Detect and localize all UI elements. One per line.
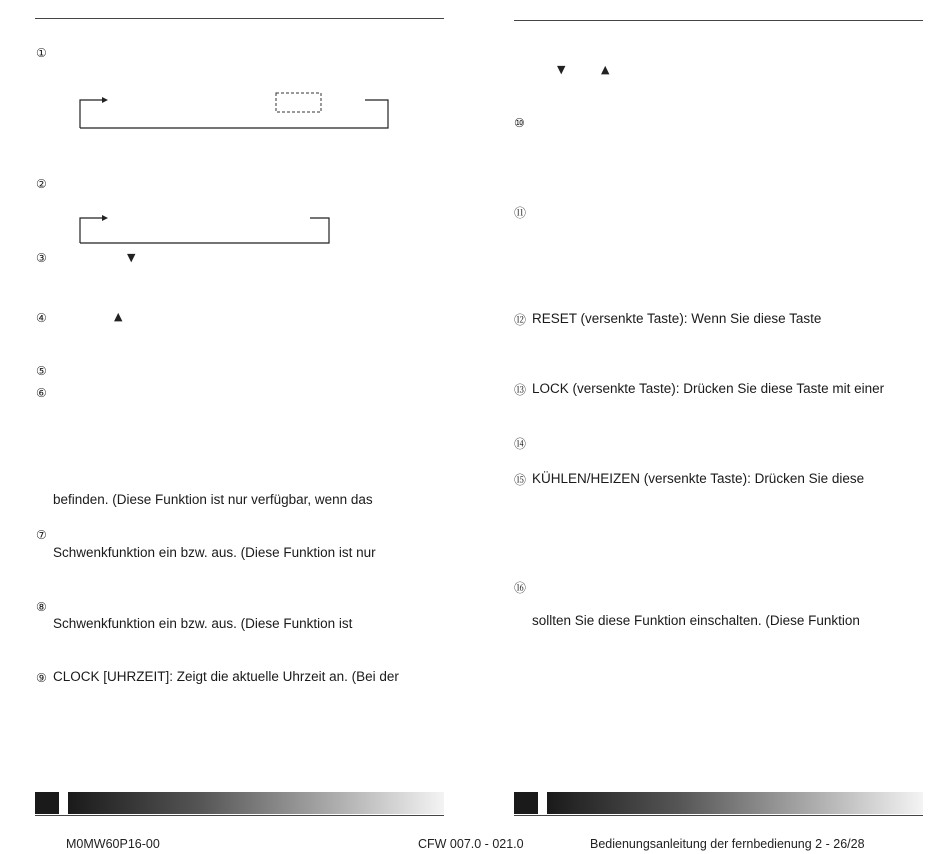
footer-range: CFW 007.0 - 021.0 (418, 837, 524, 851)
marker-8: ⑧ (36, 600, 47, 614)
marker-7: ⑦ (36, 528, 47, 542)
marker-15: ⑮ (514, 473, 527, 487)
marker-11: ⑪ (514, 206, 527, 220)
marker-10: ⑩ (514, 116, 525, 130)
marker-4: ④ (36, 311, 47, 325)
up-arrow-icon: ▲ (114, 310, 123, 323)
down-arrow-icon: ▼ (127, 251, 136, 264)
marker-2: ② (36, 177, 47, 191)
cycle-diagram-2 (76, 210, 336, 244)
item-7-text: Schwenkfunktion ein bzw. aus. (Diese Funktion ist nur (53, 545, 376, 560)
marker-12: ⑫ (514, 313, 527, 327)
marker-5: ⑤ (36, 364, 47, 378)
marker-9: ⑨ (36, 671, 47, 685)
footer-bar-block-left (35, 792, 59, 814)
item-6-text: befinden. (Diese Funktion ist nur verfügbar, wenn das (53, 492, 373, 507)
marker-6: ⑥ (36, 386, 47, 400)
footer-doc-code: M0MW60P16-00 (66, 837, 160, 851)
item-9-text: CLOCK [UHRZEIT]: Zeigt die aktuelle Uhrzeit an. (Bei der (53, 669, 399, 684)
footer-rule-right (514, 815, 923, 816)
top-rule-left (35, 18, 444, 19)
down-arrow-icon: ▼ (557, 63, 566, 76)
footer-bar-block-right (514, 792, 538, 814)
footer-rule-left (35, 815, 444, 816)
marker-3: ③ (36, 251, 47, 265)
marker-16: ⑯ (514, 581, 527, 595)
top-rule-right (514, 20, 923, 21)
marker-14: ⑭ (514, 437, 527, 451)
footer-page-label: Bedienungsanleitung der fernbedienung 2 - 26/28 (590, 837, 865, 851)
item-13-text: LOCK (versenkte Taste): Drücken Sie diese Taste mit einer (532, 381, 885, 396)
footer-bar-gradient-left (68, 792, 444, 814)
cycle-diagram-1 (76, 90, 396, 130)
marker-13: ⑬ (514, 383, 527, 397)
item-12-text: RESET (versenkte Taste): Wenn Sie diese Taste (532, 311, 822, 326)
footer-bar-gradient-right (547, 792, 923, 814)
item-15-text: KÜHLEN/HEIZEN (versenkte Taste): Drücken Sie diese (532, 471, 865, 486)
item-8-text: Schwenkfunktion ein bzw. aus. (Diese Funktion ist (53, 616, 353, 631)
item-16-text: sollten Sie diese Funktion einschalten. (Diese Funktion (532, 613, 860, 628)
up-arrow-icon: ▲ (601, 63, 610, 76)
marker-1: ① (36, 46, 47, 60)
